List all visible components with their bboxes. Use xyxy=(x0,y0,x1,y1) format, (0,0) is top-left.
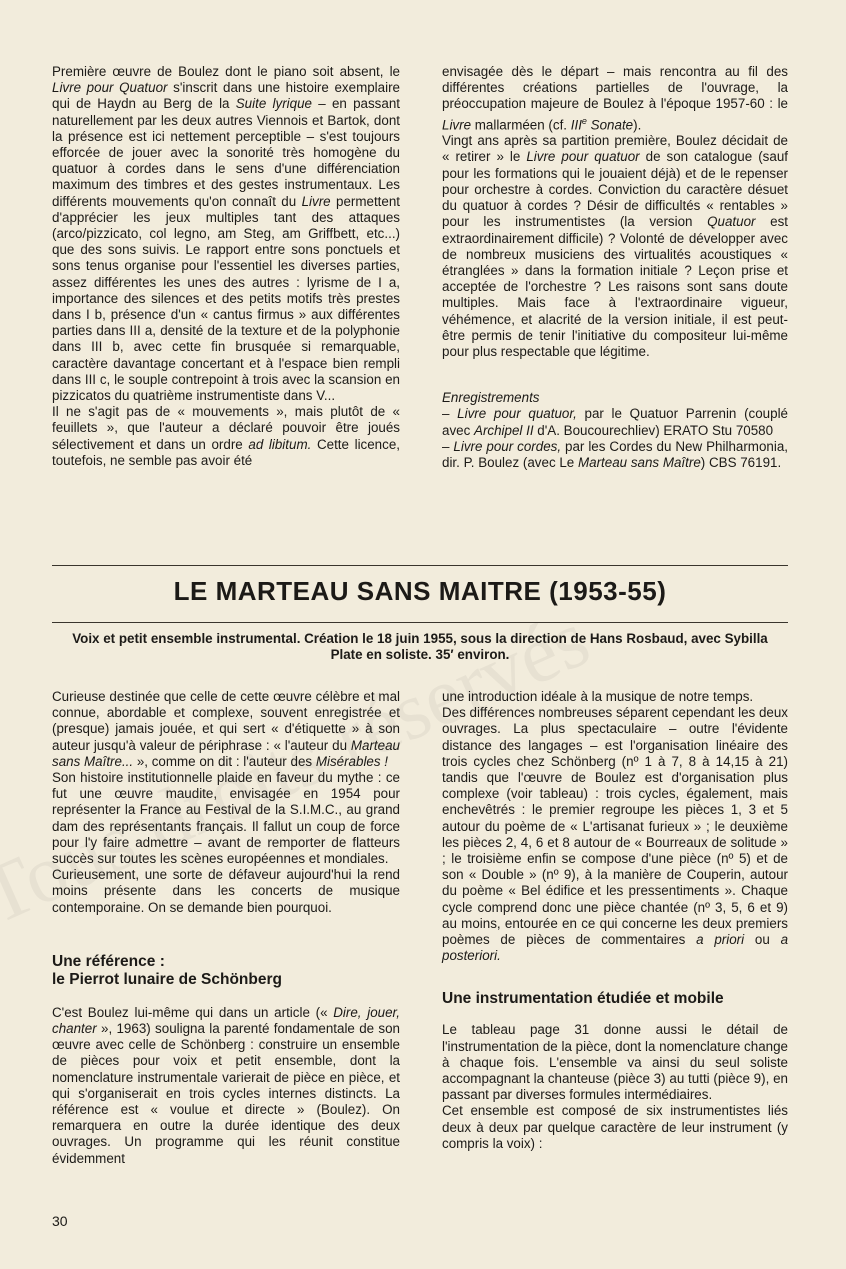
top-right-paragraphs xyxy=(442,64,788,360)
paragraph: C'est Boulez lui-même qui dans un article (« Dire, jouer, chanter », 1963) souligna la parenté fondamentale de son œuvre avec celle de Schönberg : construire un ensemble de pièces pour voix et petit ensemble, dont la nomenclature instrumentale varierait de pièce en pièce, et qui s'organiserait en trois cycles internes distincts. La référence est « voulue et directe » (Boulez). On remarquera en outre la durée identique des deux ouvrages. Un programme qui les réunit constitue évidemment xyxy=(52,1004,400,1166)
paragraph: Il ne s'agit pas de « mouvements », mais plutôt de « feuillets », que l'auteur a déclaré pouvoir être joués sélectivement et dans un ordre ad libitum. Cette licence, toutefois, ne semble pas avoir été xyxy=(52,404,400,468)
paragraph: Première œuvre de Boulez dont le piano soit absent, le Livre pour Quatuor s'inscrit dans une histoire exemplaire qui de Haydn au Berg de la Suite lyrique – en passant naturellement par les deux autres Viennois et Bartok, dont la présence est ici nettement perceptible – s'est toujours efforcée de jouer avec la sonorité très homogène du quatuor à cordes dans le sens d'une différenciation maximum des timbres et des gestes instrumentaux. Les différents mouvements qu'on connaît du Livre permettent d'apprécier les jeux multiples tant des attaques (arco/pizzicato, col legno, am Steg, am Griffbett, etc...) que des sons suivis. Le rapport entre sons ponctuels et sons tenus organise pour l'essentiel les diverses parties, assez différentes les unes des autres : lyrisme de I a, importance des silences et des petits motifs très prestes dans I b, présence d'un « cantus firmus » aux différentes parties dans III a, densité de la texture et de la polyphonie dans III b, avec cette fin brusquée si remarquable, caractère davantage concertant et à l'espace bien rempli dans III c, le souple contrepoint à trois avec la scansion en pizzicatos du quatrième instrumentiste dans V... xyxy=(52,64,401,404)
paragraph: Curieuse destinée que celle de cette œuvre célèbre et mal connue, abordable et complexe, souvent enregistrée et (presque) jamais jouée, et qui sert « d'étiquette » à son auteur jusqu'à valeur de périphrase : « l'auteur du Marteau sans Maître... », comme on dit : l'auteur des Misérables ! xyxy=(52,689,400,769)
recordings-list xyxy=(442,406,788,471)
intro-paragraphs xyxy=(52,689,400,916)
section-title: LE MARTEAU SANS MAITRE (1953-55) xyxy=(173,576,667,606)
heading-reference-line2: le Pierrot lunaire de Schönberg xyxy=(52,970,282,988)
heading-reference xyxy=(52,953,400,989)
heading-reference-line1: Une référence : xyxy=(52,952,165,970)
paragraph: – Livre pour quatuor, par le Quatuor Parrenin (couplé avec Archipel II d'A. Boucourechliev) ERATO Stu 70580 xyxy=(442,406,789,438)
differences-paragraphs xyxy=(442,689,788,964)
instrumentation-paragraphs xyxy=(442,1022,788,1152)
section-rule-top xyxy=(52,565,788,566)
paragraph: Cet ensemble est composé de six instrumentistes liés deux à deux par quelque caractère de leur instrument (y compris la voix) : xyxy=(442,1103,788,1151)
section-subtitle: Voix et petit ensemble instrumental. Création le 18 juin 1955, sous la direction de Hans Rosbaud, avec Sybilla Plate en soliste. 35′ environ. xyxy=(72,631,768,662)
page-number: 30 xyxy=(52,1213,68,1229)
paragraph: envisagée dès le départ – mais rencontra au fil des différentes créations partielles de l'ouvrage, la préoccupation majeure de Boulez à l'époque 1957-60 : le Livre mallarméen (cf. IIIe Sonate). xyxy=(442,64,788,133)
paragraph: – Livre pour cordes, par les Cordes du New Philharmonia, dir. P. Boulez (avec Le Marteau sans Maître) CBS 76191. xyxy=(442,438,788,470)
heading-instrumentation: Une instrumentation étudiée et mobile xyxy=(442,990,724,1008)
top-left-column xyxy=(52,64,400,469)
bottom-right-column xyxy=(442,689,788,1152)
paragraph: Le tableau page 31 donne aussi le détail de l'instrumentation de la pièce, dont la nomenclature change à chaque fois. L'ensemble va ainsi du seul soliste accompagnant la chanteuse (pièce 3) au tutti (pièce 9), en passant par diverses formules intermédiaires. xyxy=(442,1022,788,1103)
paragraph: Des différences nombreuses séparent cependant les deux ouvrages. La plus spectaculaire – outre l'évidente distance des langages – est l'organisation linéaire des trois cycles chez Schönberg (nº 1 à 7, 8 à 14,15 à 21) tandis que l'œuvre de Boulez est d'organisation plus complexe (voir tableau) : trois cycles, également, mais enchevêtrés : le premier regroupe les pièces 1, 3 et 5 autour du poème de « L'artisanat furieux » ; le deuxième les pièces 2, 4, 6 et 8 autour de « Bourreaux de solitude » ; le troisième enfin se compose d'une pièce (nº 5) et de son « Double » (nº 9), à la manière de Couperin, autour du poème « Bel édifice et les pressentiments ». Chaque cycle comprend donc une pièce chantée (nº 3, 5, 6 et 9) au moins, entourée en ce qui concerne les deux premiers poèmes de pièces de commentaires a priori ou a posteriori. xyxy=(442,705,789,964)
recordings-heading: Enregistrements xyxy=(442,390,540,406)
top-right-column xyxy=(442,64,788,471)
paragraph: Vingt ans après sa partition première, Boulez décidait de « retirer » le Livre pour quatuor de son catalogue (sauf pour les formations qui le jouaient déjà) et de le repenser pour orchestre à cordes. Conviction du caractère désuet du quatuor à cordes ? Désir de difficultés « rentables » pour les instrumentistes (la version Quatuor est extraordinairement difficile) ? Volonté de développer avec de nombreux musiciens des virtualités acoustiques « étranglées » dans la formation initiale ? Leçon prise et acceptée de l'orchestre ? Les raisons sont sans doute multiples. Mais face à l'extraordinaire vigueur, véhémence, et alacrité de la version initiale, il est peut-être permis de tenir l'initiative du compositeur lui-même pour plus respectable que légitime. xyxy=(442,133,788,359)
paragraph: une introduction idéale à la musique de notre temps. xyxy=(442,689,754,704)
bottom-left-column xyxy=(52,689,400,1167)
reference-paragraphs xyxy=(52,1005,400,1167)
paragraph: Son histoire institutionnelle plaide en faveur du mythe : ce fut une œuvre maudite, envisagée en 1954 pour représenter la France au Festival de la S.I.M.C., au grand dam des représentants français. Il fallut un coup de force pour l'y faire admettre – avant de remporter de flatteurs succès sur toutes les scènes européennes et mondiales. xyxy=(52,770,400,867)
section-rule-bottom xyxy=(52,622,788,623)
paragraph: Curieusement, une sorte de défaveur aujourd'hui la rend moins présente dans les concerts de musique contemporaine. On se demande bien pourquoi. xyxy=(52,867,400,915)
